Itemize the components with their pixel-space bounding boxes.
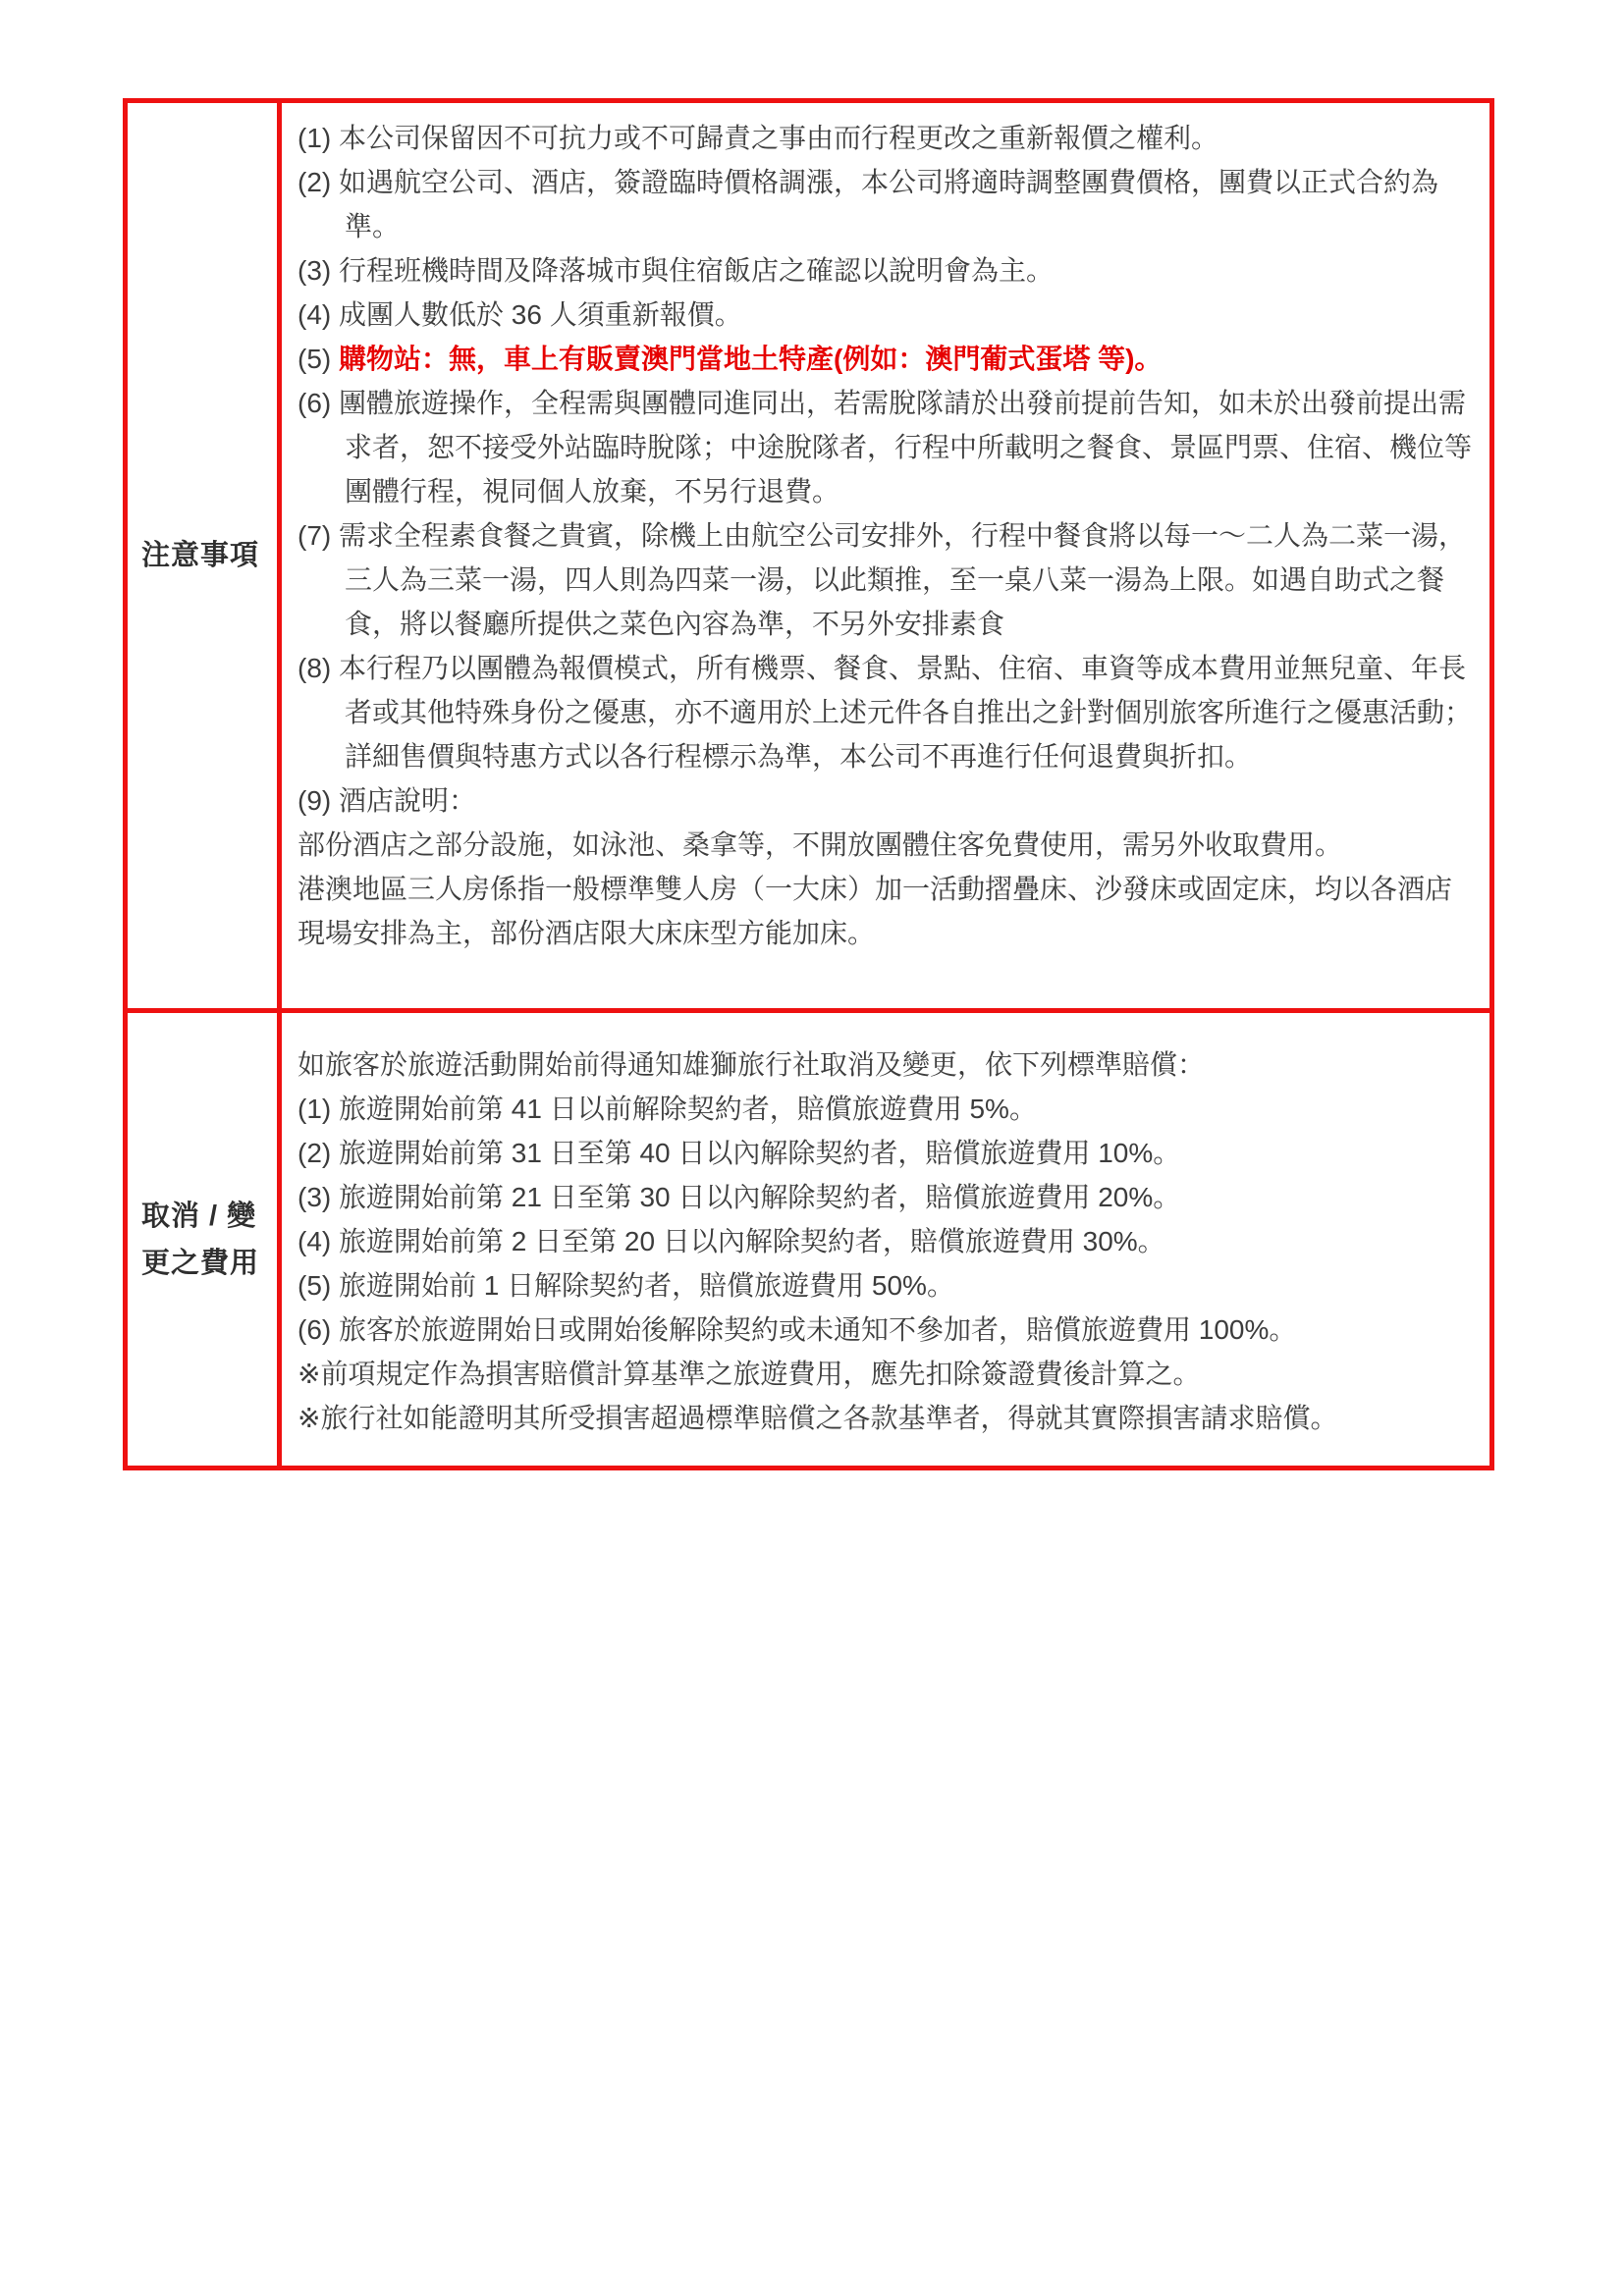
list-item xyxy=(298,1308,1474,1352)
item-marker: (8) xyxy=(298,653,339,683)
terms-table xyxy=(123,98,1494,1470)
item-text: 旅遊開始前第 31 日至第 40 日以內解除契約者，賠償旅遊費用 10%。 xyxy=(339,1138,1181,1168)
item-marker: (3) xyxy=(298,1182,339,1212)
cancellation-content xyxy=(282,1013,1489,1466)
list-item xyxy=(298,1263,1474,1308)
list-item xyxy=(298,1175,1474,1219)
list-item xyxy=(298,337,1474,381)
item-text: 購物站：無，車上有販賣澳門當地土特產(例如：澳門葡式蛋塔 等)。 xyxy=(339,344,1163,374)
item-text: 本公司保留因不可抗力或不可歸責之事由而行程更改之重新報價之權利。 xyxy=(339,123,1219,153)
item-marker: (2) xyxy=(298,1138,339,1168)
item-text: 成團人數低於 36 人須重新報價。 xyxy=(339,299,742,330)
cancellation-row xyxy=(128,1008,1489,1466)
list-item xyxy=(298,293,1474,337)
item-marker: (4) xyxy=(298,299,339,330)
item-text: 港澳地區三人房係指一般標準雙人房（一大床）加一活動摺疊床、沙發床或固定床，均以各酒店現場安排為主，部份酒店限大床床型方能加床。 xyxy=(298,874,1453,948)
item-text: 本行程乃以團體為報價模式，所有機票、餐食、景點、住宿、車資等成本費用並無兒童、年長者或其他特殊身份之優惠，亦不適用於上述元件各自推出之針對個別旅客所進行之優惠活動；詳細售價與特惠方式以各行程標示為準，本公司不再進行任何退費與折扣。 xyxy=(339,653,1473,772)
list-item xyxy=(298,1042,1474,1087)
item-marker: (7) xyxy=(298,520,339,551)
notes-label-text: 注意事項 xyxy=(141,540,260,571)
item-text: 旅遊開始前第 21 日至第 30 日以內解除契約者，賠償旅遊費用 20%。 xyxy=(339,1182,1181,1212)
list-item xyxy=(298,1352,1474,1396)
list-item xyxy=(298,1131,1474,1175)
item-marker: (1) xyxy=(298,1094,339,1124)
cancellation-label-text: 取消 / 變更之費用 xyxy=(141,1200,260,1279)
list-item xyxy=(298,646,1474,778)
item-marker: (5) xyxy=(298,344,339,374)
list-item xyxy=(298,160,1474,248)
item-marker: (2) xyxy=(298,167,339,197)
list-item xyxy=(298,1087,1474,1131)
item-marker: (9) xyxy=(298,785,339,816)
row-label-notes xyxy=(128,103,282,1008)
list-item xyxy=(298,116,1474,160)
row-label-cancellation xyxy=(128,1013,282,1466)
item-text: 需求全程素食餐之貴賓，除機上由航空公司安排外，行程中餐食將以每一～二人為二菜一湯，三人為三菜一湯，四人則為四菜一湯，以此類推，至一桌八菜一湯為上限。如遇自助式之餐食，將以餐廳所提供之菜色內容為準，不另外安排素食 xyxy=(339,520,1467,639)
item-marker: (6) xyxy=(298,1314,339,1345)
item-text: 旅遊開始前 1 日解除契約者，賠償旅遊費用 50%。 xyxy=(339,1270,954,1301)
item-text: ※旅行社如能證明其所受損害超過標準賠償之各款基準者，得就其實際損害請求賠償。 xyxy=(298,1403,1338,1433)
item-text: ※前項規定作為損害賠償計算基準之旅遊費用，應先扣除簽證費後計算之。 xyxy=(298,1359,1201,1389)
list-item xyxy=(298,1219,1474,1263)
list-item xyxy=(298,823,1474,867)
item-text: 部份酒店之部分設施，如泳池、桑拿等，不開放團體住客免費使用，需另外收取費用。 xyxy=(298,829,1343,860)
list-item xyxy=(298,1396,1474,1440)
list-item xyxy=(298,513,1474,646)
item-text: 旅遊開始前第 41 日以前解除契約者，賠償旅遊費用 5%。 xyxy=(339,1094,1037,1124)
list-item xyxy=(298,867,1474,955)
list-item xyxy=(298,248,1474,293)
notes-row xyxy=(128,103,1489,1008)
item-marker: (6) xyxy=(298,388,339,418)
item-marker: (4) xyxy=(298,1226,339,1256)
item-text: 如旅客於旅遊活動開始前得通知雄獅旅行社取消及變更，依下列標準賠償： xyxy=(298,1049,1206,1080)
list-item xyxy=(298,381,1474,513)
item-text: 旅遊開始前第 2 日至第 20 日以內解除契約者，賠償旅遊費用 30%。 xyxy=(339,1226,1165,1256)
item-text: 酒店說明： xyxy=(339,785,477,816)
list-item xyxy=(298,778,1474,823)
item-marker: (3) xyxy=(298,255,339,286)
item-text: 行程班機時間及降落城市與住宿飯店之確認以說明會為主。 xyxy=(339,255,1055,286)
item-text: 如遇航空公司、酒店，簽證臨時價格調漲，本公司將適時調整團費價格，團費以正式合約為準。 xyxy=(339,167,1439,241)
notes-content xyxy=(282,103,1489,1008)
item-text: 團體旅遊操作，全程需與團體同進同出，若需脫隊請於出發前提前告知，如未於出發前提出需求者，恕不接受外站臨時脫隊；中途脫隊者，行程中所載明之餐食、景區門票、住宿、機位等團體行程，視同個人放棄，不另行退費。 xyxy=(339,388,1473,507)
item-marker: (5) xyxy=(298,1270,339,1301)
item-marker: (1) xyxy=(298,123,339,153)
item-text: 旅客於旅遊開始日或開始後解除契約或未通知不參加者，賠償旅遊費用 100%。 xyxy=(339,1314,1297,1345)
